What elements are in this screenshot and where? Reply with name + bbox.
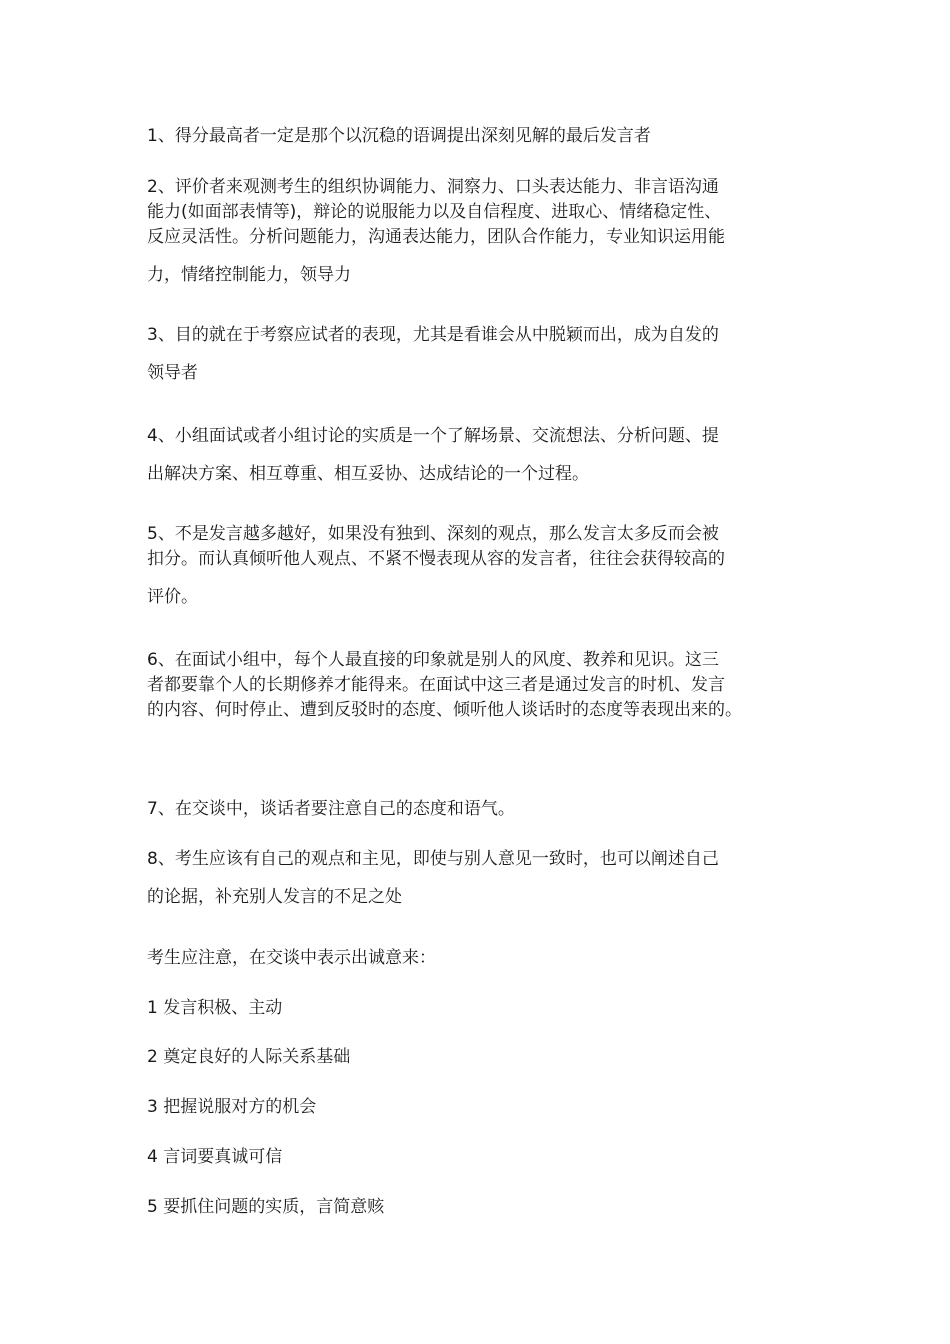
text-line: 的论据，补充别人发言的不足之处 [147, 887, 402, 907]
list-item [147, 1145, 815, 1170]
text-line: 评价。 [147, 587, 198, 607]
paragraph-7 [147, 797, 815, 822]
text-line: 1、得分最高者一定是那个以沉稳的语调提出深刻见解的最后发言者 [147, 126, 651, 146]
paragraph-4 [147, 424, 815, 487]
text-line: 7、在交谈中，谈话者要注意自己的态度和语气。 [147, 799, 515, 819]
text-line: 2 奠定良好的人际关系基础 [147, 1047, 351, 1067]
text-line: 6、在面试小组中，每个人最直接的印象就是别人的风度、教养和见识。这三 [147, 650, 719, 670]
paragraph-1 [147, 124, 815, 149]
text-line: 3、目的就在于考察应试者的表现，尤其是看谁会从中脱颖而出，成为自发的 [147, 325, 719, 345]
text-line: 8、考生应该有自己的观点和主见，即使与别人意见一致时，也可以阐述自己 [147, 849, 719, 869]
text-line: 4、小组面试或者小组讨论的实质是一个了解场景、交流想法、分析问题、提 [147, 426, 719, 446]
text-line: 出解决方案、相互尊重、相互妥协、达成结论的一个过程。 [147, 464, 589, 484]
text-line: 5 要抓住问题的实质，言简意赅 [147, 1197, 385, 1217]
list-item [147, 996, 815, 1021]
text-line: 1 发言积极、主动 [147, 998, 283, 1018]
note-heading [147, 946, 815, 971]
text-line: 4 言词要真诚可信 [147, 1147, 283, 1167]
text-line: 力，情绪控制能力，领导力 [147, 265, 351, 285]
text-line: 能力(如面部表情等)，辩论的说服能力以及自信程度、进取心、情绪稳定性、 [147, 202, 722, 222]
paragraph-3 [147, 323, 815, 386]
text-line: 3 把握说服对方的机会 [147, 1097, 317, 1117]
text-line: 2、评价者来观测考生的组织协调能力、洞察力、口头表达能力、非言语沟通 [147, 177, 719, 197]
text-line: 扣分。而认真倾听他人观点、不紧不慢表现从容的发言者，往往会获得较高的 [147, 549, 725, 569]
text-line: 反应灵活性。分析问题能力，沟通表达能力，团队合作能力，专业知识运用能 [147, 227, 725, 247]
text-line: 者都要靠个人的长期修养才能得来。在面试中这三者是通过发言的时机、发言 [147, 675, 725, 695]
paragraph-2 [147, 175, 815, 288]
text-line: 领导者 [147, 363, 198, 383]
text-line: 5、不是发言越多越好，如果没有独到、深刻的观点，那么发言太多反而会被 [147, 524, 719, 544]
list-item [147, 1195, 815, 1220]
text-line: 的内容、何时停止、遭到反驳时的态度、倾听他人谈话时的态度等表现出来的。 [147, 700, 742, 720]
paragraph-8 [147, 847, 815, 910]
paragraph-5 [147, 522, 815, 610]
list-item [147, 1045, 815, 1070]
paragraph-6 [147, 648, 815, 723]
list-item [147, 1095, 815, 1120]
text-line: 考生应注意，在交谈中表示出诚意来： [147, 948, 436, 968]
